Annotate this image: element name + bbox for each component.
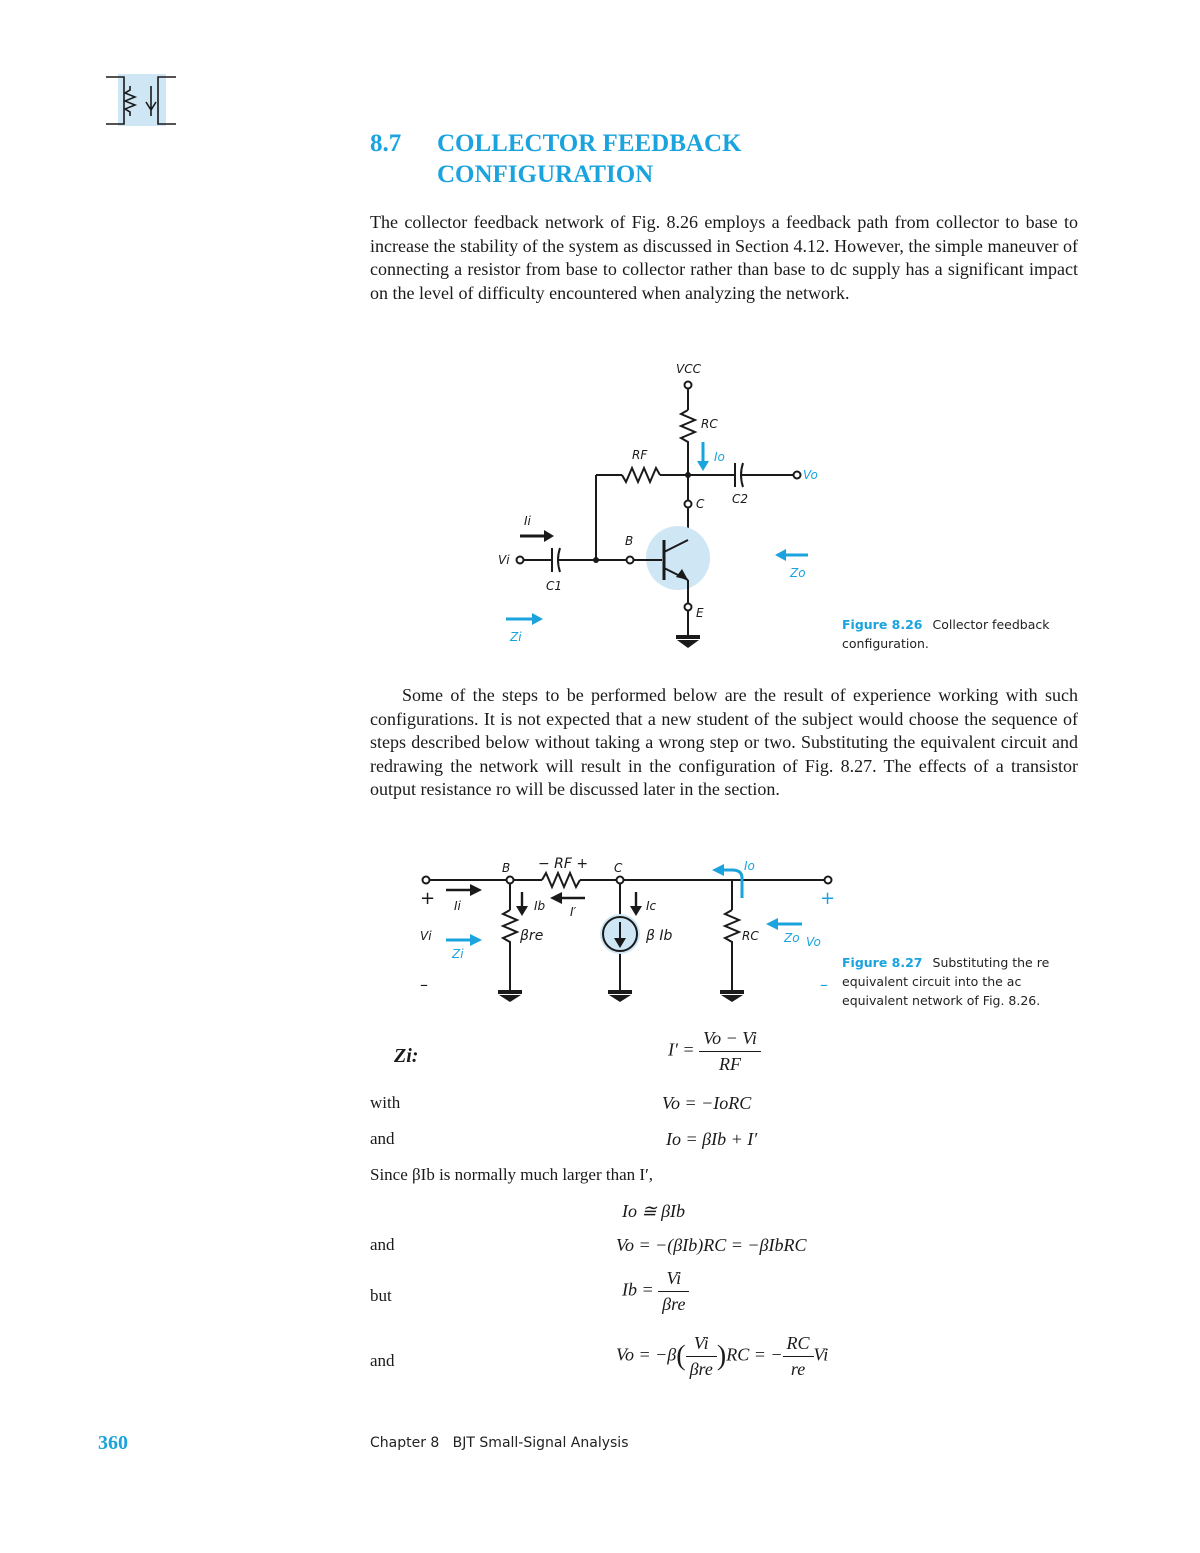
fig827-minus-left: –: [420, 975, 428, 994]
figure-8-27-caption-line3: equivalent network of Fig. 8.26.: [842, 993, 1041, 1008]
fig827-ib-label: Ib: [534, 899, 546, 913]
zi-heading: Zi:: [394, 1045, 419, 1067]
eq7-denominator: βre: [689, 1359, 713, 1379]
and-label-1: and: [370, 1129, 395, 1148]
fig826-vcc-label: VCC: [676, 362, 701, 376]
resistor-current-source-icon: [104, 72, 178, 128]
page-number: 360: [98, 1432, 128, 1454]
fig826-b-label: B: [625, 534, 634, 548]
fig826-ii-label: Ii: [524, 514, 531, 528]
eq1-fraction: [699, 1028, 761, 1075]
eq7-tail: Vi: [813, 1344, 829, 1365]
eq7-denominator2: re: [790, 1359, 806, 1379]
fig827-zo-label: Zo: [784, 931, 800, 945]
eq7-numerator: Vi: [686, 1333, 717, 1357]
eq6-lhs: Ib =: [622, 1279, 654, 1300]
fig826-zo-label: Zo: [790, 566, 806, 580]
equation-vo-beta: Vo = −(βIb)RC = −βIbRC: [616, 1235, 807, 1255]
figure-8-27-caption: [842, 953, 1082, 1010]
fig826-vi-label: Vi: [498, 553, 510, 567]
figure-8-26-label: Figure 8.26: [842, 617, 923, 632]
fig827-bre-label: βre: [520, 928, 544, 944]
eq6-fraction: [658, 1268, 689, 1315]
fig827-vo-label: Vo: [806, 935, 821, 949]
eq1-numerator: Vo − Vi: [699, 1028, 761, 1052]
equation-iprime: [668, 1028, 761, 1075]
since-statement: Since βIb is normally much larger than I′,: [370, 1165, 654, 1184]
fig827-plus-left: +: [420, 888, 436, 909]
section-title-line1: COLLECTOR FEEDBACK: [437, 130, 742, 157]
eq7-fraction2: [783, 1333, 814, 1380]
figure-8-27-caption-line1: Substituting the re: [932, 955, 1050, 970]
fig826-rf-label: RF: [632, 448, 648, 462]
intro-paragraph: The collector feedback network of Fig. 8.26 employs a feedback path from collector to base to increase the stability of the system as discussed in Section 4.12. However, the simple maneuver of connecting a resistor from base to collector rather than base to dc supply has a significant impact on the level of difficulty encountered when analyzing the network.: [370, 212, 1078, 303]
fig827-ii-label: Ii: [454, 899, 461, 913]
fig827-bib-label: β Ib: [646, 928, 673, 944]
fig827-io-label: Io: [744, 859, 755, 873]
eq7-numerator2: RC: [783, 1333, 814, 1357]
eq7-lhs: Vo = −β: [616, 1344, 677, 1365]
fig827-zi-label: Zi: [452, 947, 464, 961]
equation-io: Io = βIb + I′: [666, 1129, 758, 1149]
figure-8-26-caption: [842, 615, 1082, 653]
fig826-io-label: Io: [714, 450, 725, 464]
fig827-c-label: C: [614, 861, 623, 875]
eq7-middle: RC = −: [726, 1344, 783, 1365]
steps-paragraph: Some of the steps to be performed below are the result of experience working with such configurations. It is not expected that a new student of the subject would choose the sequence of steps described below without taking a wrong step or two. Substituting the equivalent circuit and redrawing the network will result in the configuration of Fig. 8.27. The effects of a transistor output resistance ro will be discussed later in the section.: [370, 685, 1078, 799]
figure-8-27-caption-line2: equivalent circuit into the ac: [842, 974, 1022, 989]
with-label: with: [370, 1093, 401, 1112]
eq1-lhs: I′ =: [668, 1039, 695, 1060]
equation-ib: [622, 1268, 689, 1315]
section-number: 8.7: [370, 130, 402, 157]
section-title-line2: CONFIGURATION: [437, 161, 654, 188]
fig826-e-label: E: [696, 606, 704, 620]
fig826-vo-label: Vo: [803, 468, 818, 482]
fig827-ic-label: Ic: [646, 899, 657, 913]
fig827-rf-label: − RF +: [538, 856, 589, 872]
and-label-3: and: [370, 1351, 395, 1370]
equation-io-approx: Io ≅ βIb: [622, 1201, 686, 1221]
eq7-fraction: [686, 1333, 717, 1380]
fig827-plus-right: +: [820, 888, 836, 909]
equation-vo-final: Vo = −β( $\frac{Vi}{\text{βre}}$ )RC = − $\frac{RC}{re}$ Vi: [616, 1333, 829, 1379]
eq6-denominator: βre: [662, 1294, 686, 1314]
figure-8-27-label: Figure 8.27: [842, 955, 923, 970]
fig826-rc-label: RC: [701, 417, 718, 431]
fig826-c2-label: C2: [732, 492, 749, 506]
figure-8-27-circuit: [410, 850, 840, 1010]
and-label-2: and: [370, 1235, 395, 1254]
fig827-vi-label: Vi: [420, 929, 432, 943]
chapter-footer: Chapter 8 BJT Small-Signal Analysis: [370, 1435, 629, 1451]
fig826-c-label: C: [696, 497, 705, 511]
but-label: but: [370, 1286, 392, 1305]
fig827-b-label: B: [502, 861, 511, 875]
fig826-c1-label: C1: [546, 579, 563, 593]
fig827-iprime-label: I′: [570, 905, 577, 919]
figure-8-26-caption-text: Collector feedback configuration.: [842, 617, 1050, 651]
equation-vo: Vo = −IoRC: [662, 1093, 752, 1113]
fig826-zi-label: Zi: [510, 630, 522, 644]
eq1-denominator: RF: [718, 1054, 741, 1074]
figure-8-26-circuit: [490, 355, 830, 665]
eq6-numerator: Vi: [658, 1268, 689, 1292]
fig827-rc-label: RC: [742, 929, 759, 943]
fig827-minus-right: –: [820, 975, 828, 994]
